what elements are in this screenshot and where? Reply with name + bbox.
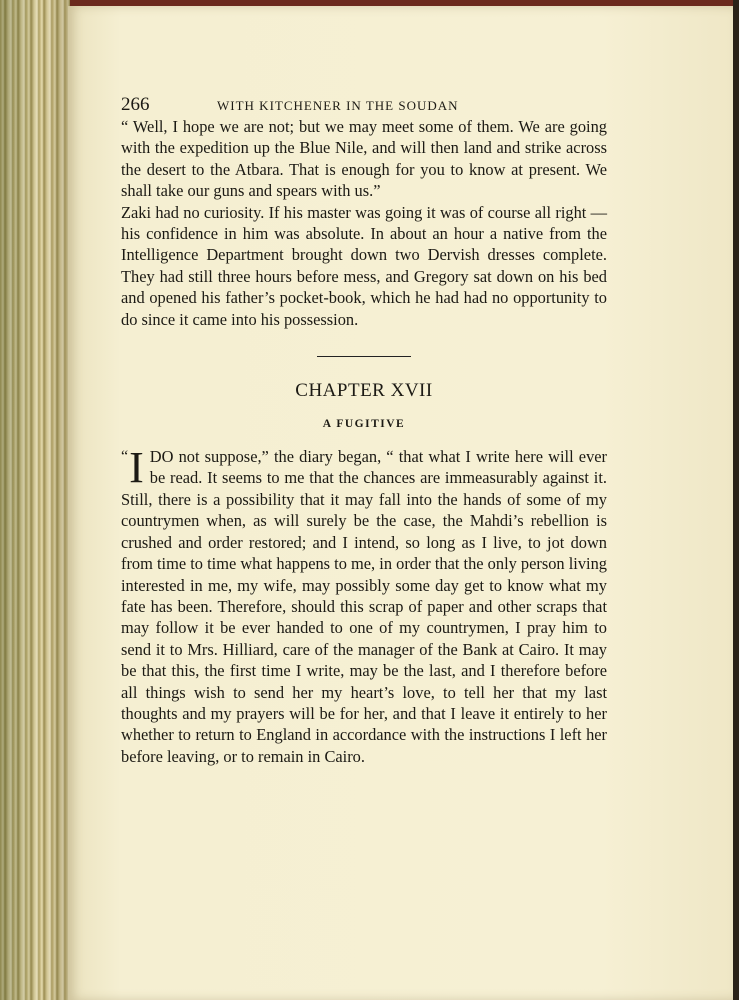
running-head bbox=[121, 90, 607, 116]
page-number: 266 bbox=[121, 94, 150, 115]
running-title: WITH KITCHENER IN THE SOUDAN bbox=[217, 98, 459, 113]
page-edge-shadow bbox=[0, 0, 70, 1000]
page-content bbox=[121, 90, 607, 767]
chapter-title: CHAPTER XVII bbox=[295, 380, 433, 402]
chapter-divider bbox=[317, 356, 411, 357]
opening-quote-mark: “ bbox=[121, 448, 129, 466]
paragraph: “ Well, I hope we are not; but we may meet some of them. We are going with the expedition up the Blue Nile, and will then land and strike across the desert to the Atbara. That is enough for you to know at present. We shall take our guns and spears with us.” bbox=[121, 117, 607, 201]
paragraph: Zaki had no curiosity. If his master was going it was of course all right — his confidence in him was absolute. In about an hour a native from the Intelligence Department brought down two Dervish dresses complete. They had still three hours before mess, and Gregory sat down on his bed and opened his father’s pocket-book, which he had had no opportunity to do since it came into his possession. bbox=[121, 202, 607, 329]
chapter-opening bbox=[121, 443, 607, 767]
chapter-subtitle: A FUGITIVE bbox=[322, 418, 406, 431]
book-right-edge bbox=[733, 0, 739, 1000]
opening-paragraph: DO not suppose,” the diary began, “ that what I write here will ever be read. It seems to me that the chances are immeasurably against it. Still, there is a possibility that it may fall into the hands of some of my countrymen when, as will surely be the case, the Mahdi’s rebellion is crushed and order restored; and I intend, so long as I live, to jot down from time to time what happens to me, in order that the only person living interested in me, my wife, may possibly some day get to know what my fate has been. Therefore, should this scrap of paper and other scraps that may follow it be ever handed to one of my countrymen, I pray him to send it to Mrs. Hilliard, care of the manager of the Bank at Cairo. It may be that this, the first time I write, may be the last, and I therefore before all things wish to send her my heart’s love, to tell her that my last thoughts and my prayers will be for her, and that I leave it entirely to her whether to return to England in accordance with the instructions I left her before leaving, or to remain in Cairo. bbox=[121, 447, 607, 766]
drop-cap: I bbox=[129, 443, 144, 493]
